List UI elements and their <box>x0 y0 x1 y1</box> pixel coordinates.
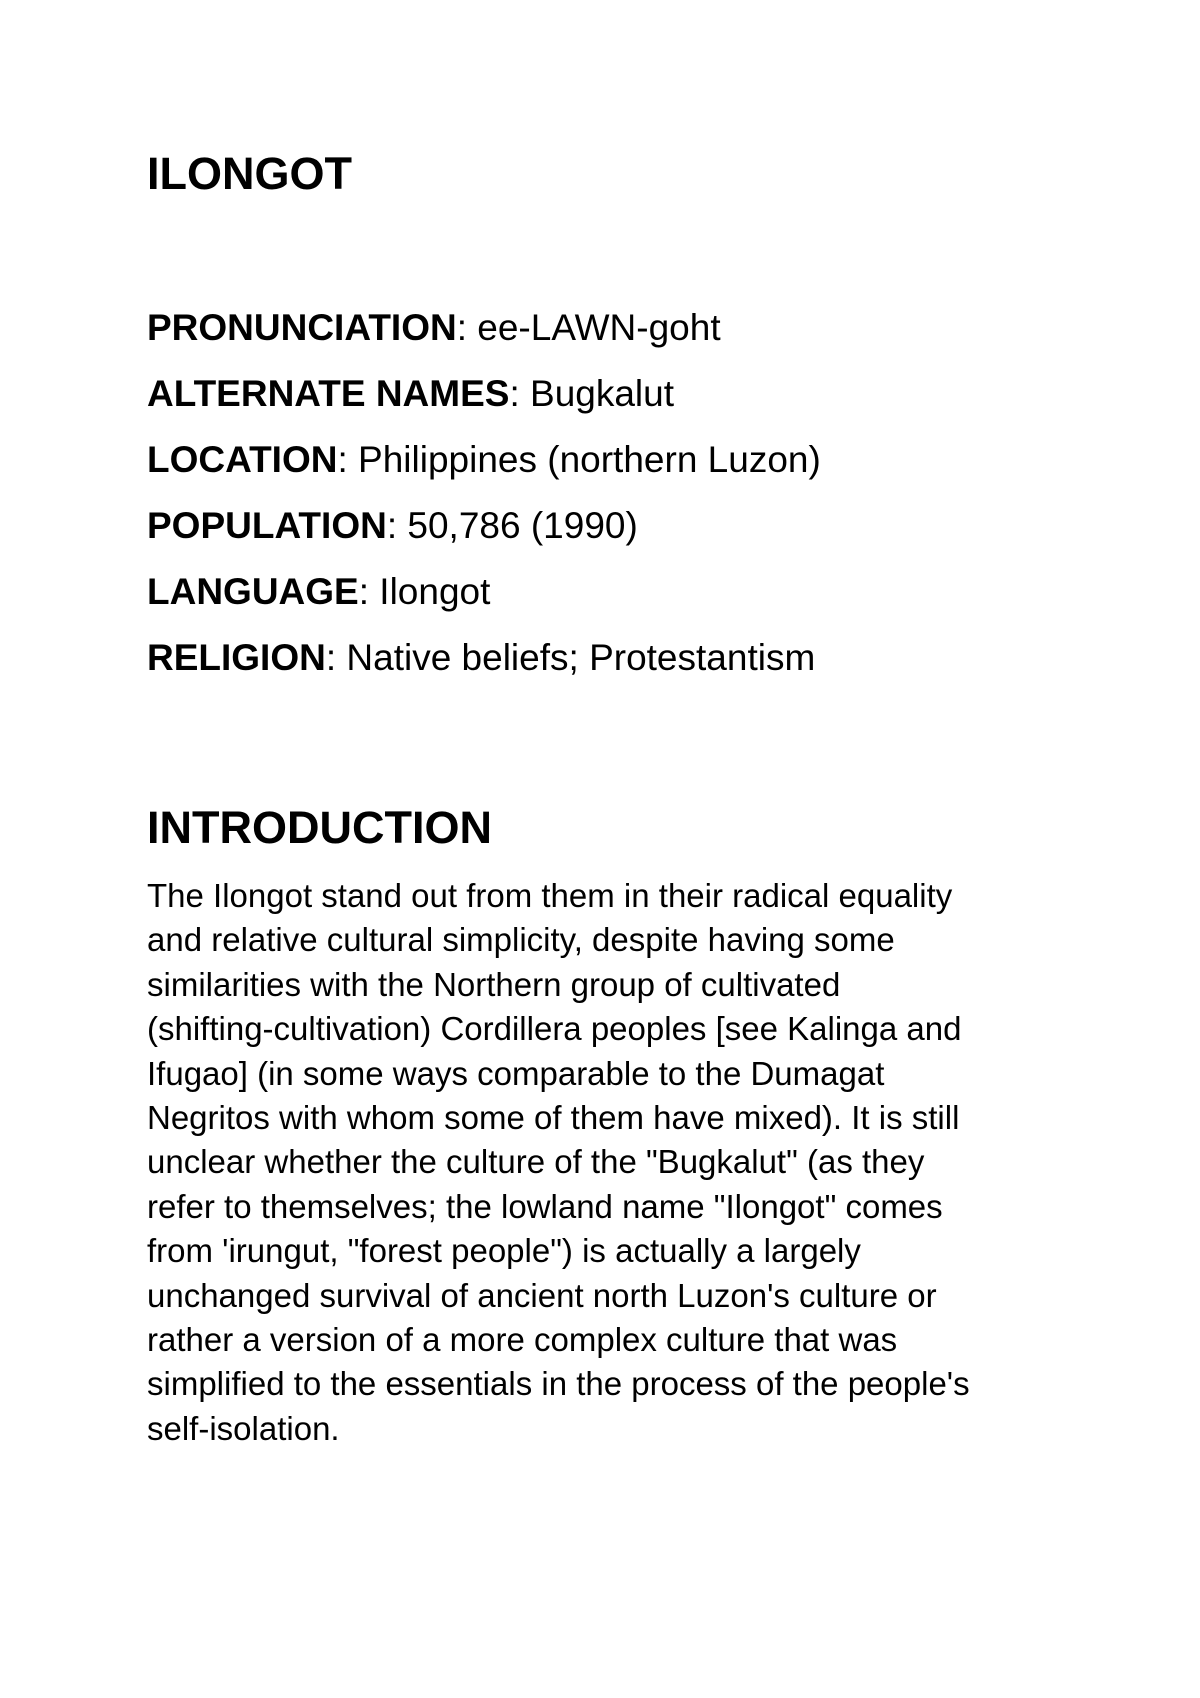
paragraph-line: (shifting-cultivation) Cordillera peoples [see Kalinga and <box>147 1010 962 1048</box>
fact-value: Philippines (northern Luzon) <box>358 439 821 480</box>
fact-label: LOCATION <box>147 439 338 480</box>
fact-separator: : <box>456 307 478 348</box>
fact-value: ee-LAWN-goht <box>477 307 721 348</box>
fact-label: LANGUAGE <box>147 571 359 612</box>
paragraph-line: refer to themselves; the lowland name "Ilongot" comes <box>147 1187 943 1225</box>
paragraph-line: from 'irungut, "forest people") is actually a largely <box>147 1232 861 1270</box>
fact-label: ALTERNATE NAMES <box>147 373 510 414</box>
fact-language <box>147 559 821 625</box>
paragraph-line: unchanged survival of ancient north Luzon's culture or <box>147 1276 937 1314</box>
fact-label: PRONUNCIATION <box>147 307 457 348</box>
fact-alternate-names <box>147 361 821 427</box>
fact-label: POPULATION <box>147 505 387 546</box>
fact-separator: : <box>358 571 380 612</box>
paragraph-line: self-isolation. <box>147 1409 340 1447</box>
fact-value: Ilongot <box>379 571 491 612</box>
fact-religion <box>147 625 821 691</box>
fact-label: RELIGION <box>147 637 326 678</box>
introduction-heading: INTRODUCTION <box>147 802 492 853</box>
fact-value: Native beliefs; Protestantism <box>346 637 816 678</box>
fact-separator: : <box>386 505 408 546</box>
document-title: ILONGOT <box>147 148 352 199</box>
fact-separator: : <box>337 439 359 480</box>
fact-separator: : <box>325 637 347 678</box>
paragraph-line: Negritos with whom some of them have mixed). It is still <box>147 1098 960 1136</box>
paragraph-line: and relative cultural simplicity, despite having some <box>147 921 895 959</box>
fact-pronunciation <box>147 295 821 361</box>
paragraph-line: similarities with the Northern group of cultivated <box>147 965 841 1003</box>
fact-population <box>147 493 821 559</box>
introduction-paragraph <box>147 874 1077 1451</box>
paragraph-line: Ifugao] (in some ways comparable to the Dumagat <box>147 1054 885 1092</box>
paragraph-line: unclear whether the culture of the "Bugkalut" (as they <box>147 1143 925 1181</box>
fact-value: 50,786 (1990) <box>407 505 638 546</box>
fact-separator: : <box>509 373 531 414</box>
fact-list <box>147 295 821 691</box>
paragraph-line: The Ilongot stand out from them in their radical equality <box>147 877 953 914</box>
fact-value: Bugkalut <box>530 373 675 414</box>
fact-location <box>147 427 821 493</box>
paragraph-line: simplified to the essentials in the process of the people's <box>147 1365 970 1403</box>
paragraph-line: rather a version of a more complex culture that was <box>147 1320 898 1358</box>
